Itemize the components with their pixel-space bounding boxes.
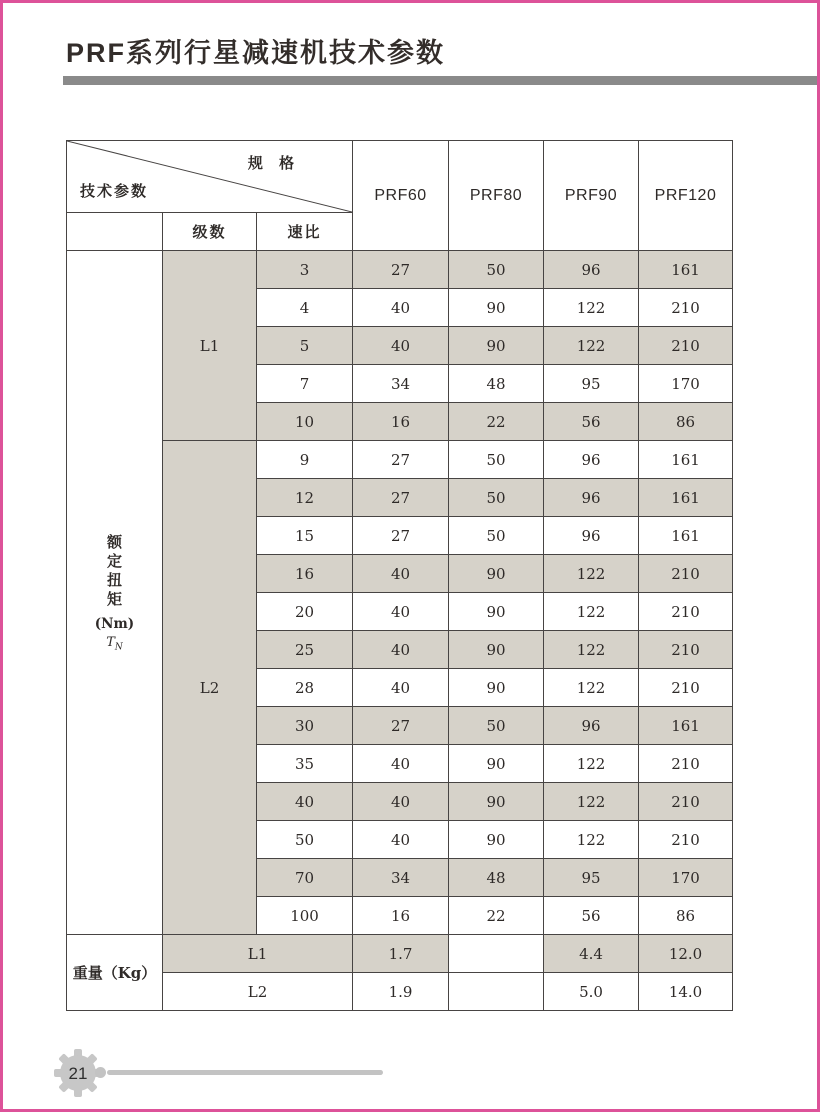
diagonal-line — [67, 141, 352, 212]
torque-value-prf120: 161 — [639, 707, 733, 745]
torque-value-prf60: 34 — [353, 365, 449, 403]
ratio-cell: 4 — [257, 289, 353, 327]
weight-value-prf80 — [449, 935, 544, 973]
torque-value-prf80: 90 — [449, 745, 544, 783]
weight-stage-cell-l2: L2 — [163, 973, 353, 1011]
torque-value-prf90: 96 — [544, 707, 639, 745]
torque-label-char: 定 — [106, 551, 122, 570]
torque-value-prf60: 27 — [353, 441, 449, 479]
torque-value-prf80: 90 — [449, 593, 544, 631]
ratio-cell: 16 — [257, 555, 353, 593]
corner-cell — [67, 141, 353, 213]
torque-value-prf60: 16 — [353, 403, 449, 441]
torque-value-prf120: 210 — [639, 669, 733, 707]
torque-value-prf60: 34 — [353, 859, 449, 897]
ratio-cell: 25 — [257, 631, 353, 669]
torque-value-prf120: 86 — [639, 897, 733, 935]
ratio-cell: 20 — [257, 593, 353, 631]
spec-table — [66, 140, 733, 1011]
torque-value-prf90: 122 — [544, 593, 639, 631]
torque-value-prf80: 90 — [449, 289, 544, 327]
ratio-cell: 28 — [257, 669, 353, 707]
torque-value-prf90: 96 — [544, 479, 639, 517]
torque-value-prf60: 40 — [353, 631, 449, 669]
title-rule — [63, 76, 817, 85]
torque-symbol: $T_N$ — [106, 634, 123, 653]
page-title: PRF系列行星减速机技术参数 — [66, 38, 445, 68]
torque-value-prf80: 48 — [449, 365, 544, 403]
torque-value-prf80: 50 — [449, 517, 544, 555]
torque-value-prf120: 86 — [639, 403, 733, 441]
stage-cell-l2: L2 — [163, 441, 257, 935]
model-header-prf90: PRF90 — [544, 141, 639, 251]
torque-value-prf80: 22 — [449, 897, 544, 935]
torque-value-prf90: 122 — [544, 327, 639, 365]
torque-value-prf60: 16 — [353, 897, 449, 935]
weight-value-prf60: 1.7 — [353, 935, 449, 973]
torque-value-prf80: 90 — [449, 631, 544, 669]
torque-value-prf120: 210 — [639, 821, 733, 859]
torque-value-prf120: 210 — [639, 289, 733, 327]
torque-value-prf80: 48 — [449, 859, 544, 897]
weight-value-prf60: 1.9 — [353, 973, 449, 1011]
ratio-cell: 7 — [257, 365, 353, 403]
torque-value-prf80: 90 — [449, 555, 544, 593]
weight-value-prf80 — [449, 973, 544, 1011]
spec-label: 规 格 — [247, 155, 301, 172]
blank-header-cell — [67, 213, 163, 251]
ratio-cell: 10 — [257, 403, 353, 441]
torque-value-prf60: 27 — [353, 707, 449, 745]
torque-value-prf80: 90 — [449, 669, 544, 707]
torque-label-char: 扭 — [106, 570, 122, 589]
torque-value-prf120: 161 — [639, 517, 733, 555]
ratio-cell: 3 — [257, 251, 353, 289]
torque-value-prf90: 96 — [544, 441, 639, 479]
torque-value-prf90: 122 — [544, 669, 639, 707]
torque-value-prf90: 122 — [544, 289, 639, 327]
torque-value-prf80: 90 — [449, 327, 544, 365]
torque-value-prf80: 50 — [449, 441, 544, 479]
torque-value-prf60: 40 — [353, 783, 449, 821]
torque-value-prf120: 210 — [639, 593, 733, 631]
ratio-cell: 9 — [257, 441, 353, 479]
weight-row — [67, 935, 733, 973]
header-row-1 — [67, 141, 733, 213]
ratio-cell: 12 — [257, 479, 353, 517]
torque-value-prf80: 90 — [449, 821, 544, 859]
ratio-header: 速比 — [257, 213, 353, 251]
torque-value-prf90: 95 — [544, 365, 639, 403]
torque-label-cell — [67, 251, 163, 935]
torque-value-prf60: 40 — [353, 593, 449, 631]
torque-label-char: 矩 — [106, 589, 122, 608]
stage-cell-l1: L1 — [163, 251, 257, 441]
torque-value-prf60: 40 — [353, 289, 449, 327]
stages-header: 级数 — [163, 213, 257, 251]
torque-value-prf120: 161 — [639, 441, 733, 479]
torque-value-prf90: 56 — [544, 403, 639, 441]
torque-value-prf120: 210 — [639, 555, 733, 593]
torque-value-prf90: 95 — [544, 859, 639, 897]
torque-value-prf90: 122 — [544, 631, 639, 669]
footer-rule — [107, 1070, 383, 1075]
weight-value-prf90: 4.4 — [544, 935, 639, 973]
ratio-cell: 50 — [257, 821, 353, 859]
torque-value-prf90: 122 — [544, 783, 639, 821]
torque-value-prf120: 170 — [639, 365, 733, 403]
torque-label-char: 额 — [106, 532, 122, 551]
torque-value-prf80: 90 — [449, 783, 544, 821]
weight-value-prf120: 12.0 — [639, 935, 733, 973]
ratio-cell: 40 — [257, 783, 353, 821]
torque-value-prf90: 96 — [544, 517, 639, 555]
page-number: 21 — [68, 1064, 88, 1083]
weight-value-prf120: 14.0 — [639, 973, 733, 1011]
torque-value-prf90: 122 — [544, 555, 639, 593]
torque-value-prf80: 50 — [449, 479, 544, 517]
torque-value-prf90: 122 — [544, 821, 639, 859]
torque-value-prf60: 27 — [353, 517, 449, 555]
footer-dot — [95, 1067, 106, 1078]
torque-value-prf60: 27 — [353, 479, 449, 517]
torque-value-prf120: 210 — [639, 783, 733, 821]
torque-value-prf80: 50 — [449, 251, 544, 289]
ratio-cell: 5 — [257, 327, 353, 365]
torque-row — [67, 251, 733, 289]
weight-row — [67, 973, 733, 1011]
torque-value-prf60: 40 — [353, 669, 449, 707]
ratio-cell: 30 — [257, 707, 353, 745]
torque-value-prf60: 27 — [353, 251, 449, 289]
torque-value-prf60: 40 — [353, 555, 449, 593]
torque-value-prf90: 96 — [544, 251, 639, 289]
torque-value-prf120: 210 — [639, 327, 733, 365]
torque-value-prf80: 50 — [449, 707, 544, 745]
model-header-prf60: PRF60 — [353, 141, 449, 251]
model-header-prf80: PRF80 — [449, 141, 544, 251]
weight-stage-cell-l1: L1 — [163, 935, 353, 973]
weight-label-cell: 重量（Kg） — [67, 935, 163, 1011]
torque-value-prf120: 170 — [639, 859, 733, 897]
torque-row — [67, 441, 733, 479]
torque-value-prf120: 161 — [639, 479, 733, 517]
torque-label — [95, 533, 134, 653]
ratio-cell: 15 — [257, 517, 353, 555]
torque-value-prf120: 161 — [639, 251, 733, 289]
params-label: 技术参数 — [80, 183, 149, 200]
ratio-cell: 35 — [257, 745, 353, 783]
ratio-cell: 100 — [257, 897, 353, 935]
ratio-cell: 70 — [257, 859, 353, 897]
torque-value-prf80: 22 — [449, 403, 544, 441]
torque-value-prf120: 210 — [639, 745, 733, 783]
torque-value-prf60: 40 — [353, 745, 449, 783]
weight-value-prf90: 5.0 — [544, 973, 639, 1011]
torque-value-prf90: 56 — [544, 897, 639, 935]
torque-unit: (Nm) — [94, 615, 135, 632]
torque-value-prf120: 210 — [639, 631, 733, 669]
model-header-prf120: PRF120 — [639, 141, 733, 251]
torque-value-prf60: 40 — [353, 327, 449, 365]
torque-value-prf60: 40 — [353, 821, 449, 859]
torque-value-prf90: 122 — [544, 745, 639, 783]
